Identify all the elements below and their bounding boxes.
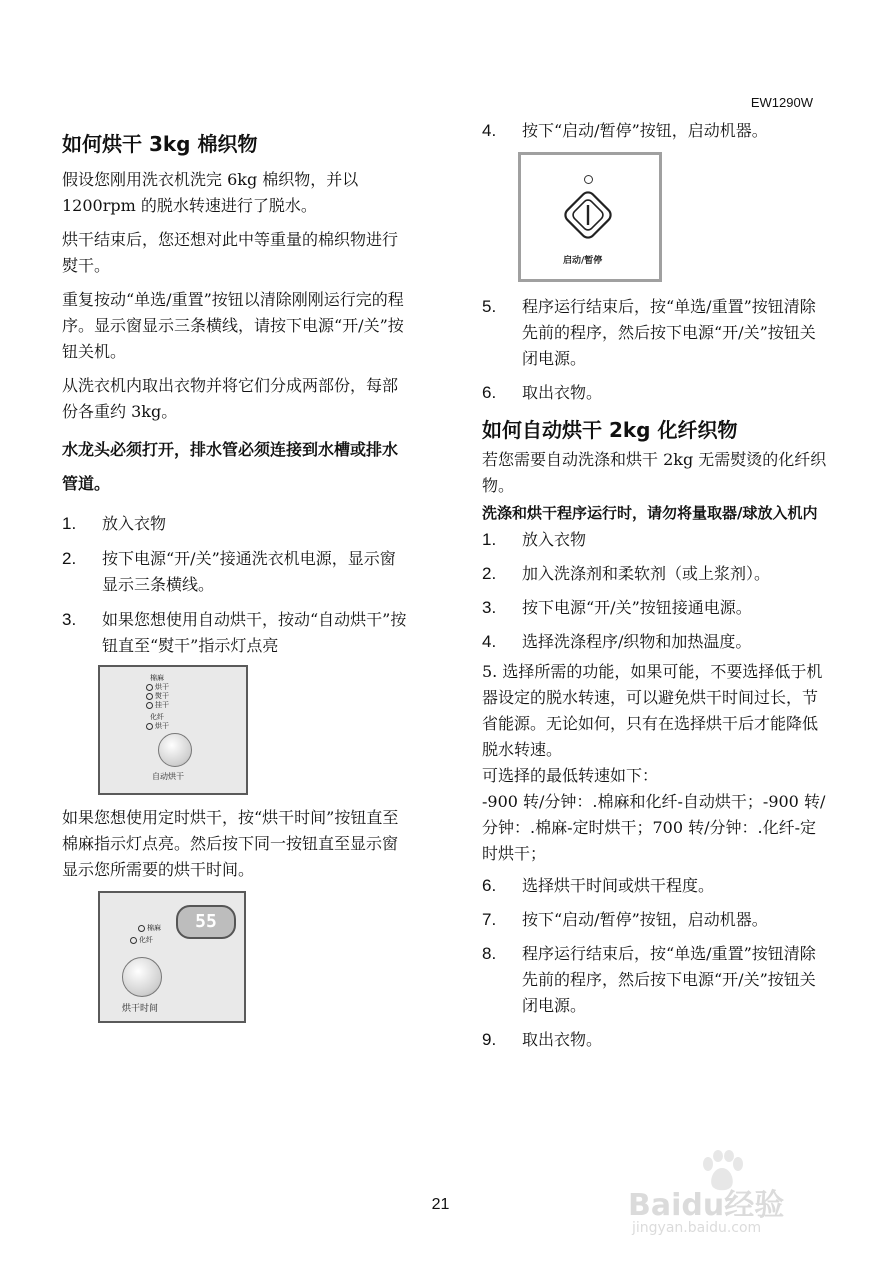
reset-paragraph: 重复按动“单选/重置”按钮以清除刚刚运行完的程序。显示窗显示三条横线，请按下电源“开/关”按钮关机。	[62, 290, 404, 361]
list-item	[482, 907, 827, 933]
list-item	[482, 941, 827, 1019]
step-text: 加入洗涤剂和柔软剂（或上浆剂）。	[522, 564, 771, 583]
model-number: EW1290W	[750, 95, 813, 110]
indicator-label: 化纤	[139, 936, 153, 944]
speed-options: -900 转/分钟：.棉麻和化纤-自动烘干；-900 转/分钟：.棉麻-定时烘干；700 转/分钟：.化纤-定时烘干；	[482, 792, 826, 863]
indicator-label: 熨干	[155, 692, 169, 700]
water-warning: 水龙头必须打开，排水管必须连接到水槽或排水管道。	[62, 440, 399, 493]
step-number: 3.	[62, 610, 77, 629]
step-number: 5.	[482, 297, 497, 316]
list-item	[482, 380, 827, 406]
step-number: 3.	[482, 598, 497, 617]
step-number: 2.	[62, 549, 77, 568]
list-item	[62, 511, 407, 537]
step-number: 4.	[482, 632, 497, 651]
auto-dry-panel-illustration	[98, 665, 248, 795]
step-text: 按下电源“开/关”按钮接通电源。	[522, 598, 752, 617]
step-number: 6.	[482, 876, 497, 895]
left-column	[62, 118, 407, 1033]
indicator-label: 棉麻	[147, 924, 161, 932]
watermark-brand: Baidu经验	[628, 1188, 785, 1223]
spin-speed-paragraph: 5. 选择所需的功能，如果可能，不要选择低于机器设定的脱水转速，可以避免烘干时间过长，节省能源。无论如何，只有在选择烘干后才能降低脱水转速。	[482, 662, 823, 759]
indicator-light-icon	[146, 702, 153, 709]
indicator-label: 烘干	[155, 683, 169, 691]
list-item	[482, 294, 827, 372]
list-item	[62, 607, 407, 659]
step-text: 取出衣物。	[522, 383, 603, 402]
dry-time-panel-illustration	[98, 891, 246, 1023]
dry-time-button-label: 烘干时间	[122, 1004, 159, 1014]
indicator-synthetic-dry	[146, 721, 169, 731]
cotton-group-label: 棉麻	[150, 674, 164, 682]
step-text: 程序运行结束后，按“单选/重置”按钮清除先前的程序，然后按下电源“开/关”按钮关闭电源。	[522, 944, 816, 1015]
list-item	[482, 561, 827, 587]
watermark-url: jingyan.baidu.com	[632, 1220, 762, 1236]
indicator-hang-dry	[146, 700, 169, 710]
step-text: 程序运行结束后，按“单选/重置”按钮清除先前的程序，然后按下电源“开/关”按钮关闭电源。	[522, 297, 816, 368]
cotton-steps-continued	[482, 118, 827, 144]
step-number: 9.	[482, 1030, 497, 1049]
step-number: 1.	[482, 530, 497, 549]
right-column	[482, 118, 827, 1061]
section-heading-cotton: 如何烘干 3kg 棉织物	[62, 132, 258, 156]
step-number: 6.	[482, 383, 497, 402]
step-text: 放入衣物	[102, 514, 167, 533]
cotton-steps-list	[62, 511, 407, 659]
step-text: 选择洗涤程序/织物和加热温度。	[522, 632, 752, 651]
speed-options-intro: 可选择的最低转速如下：	[482, 766, 659, 785]
page-number: 21	[431, 1196, 450, 1213]
indicator-light-icon	[146, 684, 153, 691]
time-display: 55	[176, 905, 236, 939]
step-text: 按下“启动/暂停”按钮，启动机器。	[522, 121, 768, 140]
indicator-light-icon	[138, 925, 145, 932]
indicator-label: 挂干	[155, 701, 169, 709]
step-text: 按下电源“开/关”接通洗衣机电源，显示窗显示三条横线。	[102, 549, 396, 594]
synthetic-final-steps	[482, 873, 827, 1053]
section-heading-synthetic: 如何自动烘干 2kg 化纤织物	[482, 418, 738, 442]
list-item	[482, 873, 827, 899]
auto-dry-button-label: 自动烘干	[152, 772, 184, 781]
list-item	[482, 118, 827, 144]
synthetic-steps-list	[482, 527, 827, 655]
indicator-light-icon	[130, 937, 137, 944]
start-pause-panel-illustration	[518, 152, 662, 282]
step-number: 2.	[482, 564, 497, 583]
step-number: 1.	[62, 514, 77, 533]
start-pause-button-icon	[560, 187, 616, 243]
step-number: 8.	[482, 944, 497, 963]
indicator-cotton	[138, 923, 161, 933]
step-number: 7.	[482, 910, 497, 929]
intro-paragraph: 假设您刚用洗衣机洗完 6kg 棉织物，并以 1200rpm 的脱水转速进行了脱水。	[62, 170, 359, 215]
indicator-light-icon	[584, 175, 593, 184]
dispenser-warning: 洗涤和烘干程序运行时，请勿将量取器/球放入机内	[482, 504, 818, 522]
split-load-paragraph: 从洗衣机内取出衣物并将它们分成两部份，每部份各重约 3kg。	[62, 376, 399, 421]
step-number: 4.	[482, 121, 497, 140]
dry-time-knob-icon	[122, 957, 162, 997]
auto-dry-knob-icon	[158, 733, 192, 767]
step-text: 放入衣物	[522, 530, 587, 549]
step-text: 选择烘干时间或烘干程度。	[522, 876, 715, 895]
indicator-synthetic	[130, 935, 153, 945]
baidu-watermark	[628, 1150, 838, 1250]
synthetic-intro: 若您需要自动洗涤和烘干 2kg 无需熨烫的化纤织物。	[482, 450, 827, 495]
ironing-paragraph: 烘干结束后，您还想对此中等重量的棉织物进行熨干。	[62, 230, 399, 275]
start-pause-button-label: 启动/暂停	[563, 256, 603, 266]
step-text: 按下“启动/暂停”按钮，启动机器。	[522, 910, 768, 929]
list-item	[482, 1027, 827, 1053]
timed-dry-paragraph: 如果您想使用定时烘干，按“烘干时间”按钮直至棉麻指示灯点亮。然后按下同一按钮直至显示窗显示您所需要的烘干时间。	[62, 808, 399, 879]
indicator-label: 烘干	[155, 722, 169, 730]
indicator-light-icon	[146, 693, 153, 700]
step-text: 如果您想使用自动烘干，按动“自动烘干”按钮直至“熨干”指示灯点亮	[102, 610, 407, 655]
list-item	[62, 546, 407, 598]
list-item	[482, 527, 827, 553]
list-item	[482, 595, 827, 621]
indicator-light-icon	[146, 723, 153, 730]
synthetic-group-label: 化纤	[150, 713, 164, 721]
step-text: 取出衣物。	[522, 1030, 603, 1049]
cotton-final-steps	[482, 294, 827, 406]
list-item	[482, 629, 827, 655]
